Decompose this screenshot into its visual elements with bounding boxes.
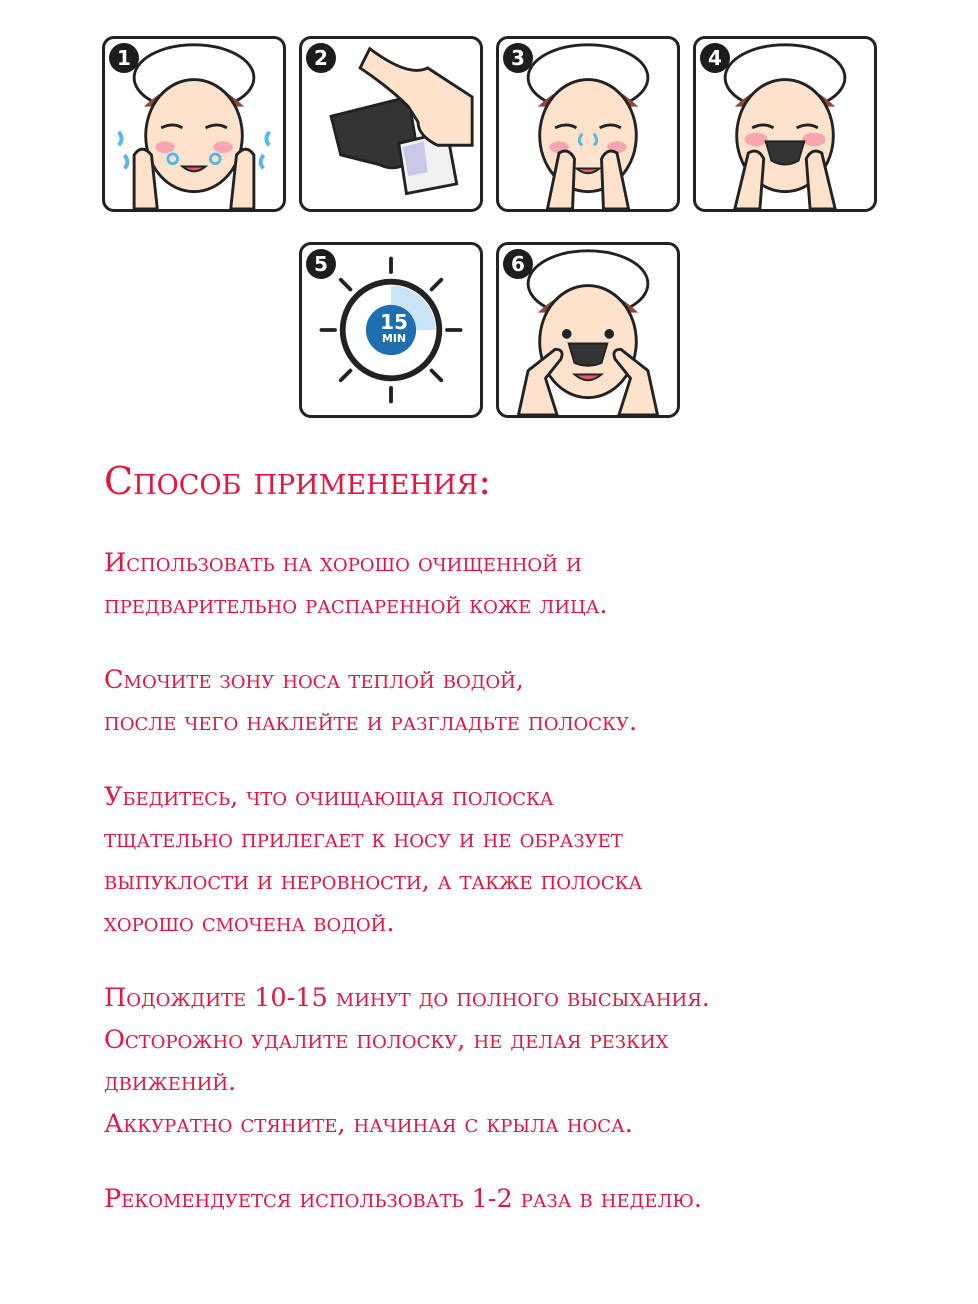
step-4-number: 4 bbox=[700, 43, 730, 73]
paragraph-1 bbox=[104, 542, 944, 626]
paragraph-5 bbox=[104, 1178, 944, 1220]
paragraph-line: предварительно распаренной коже лица. bbox=[104, 590, 608, 620]
step-2-number: 2 bbox=[306, 43, 336, 73]
paragraph-line: после чего наклейте и разгладьте полоску. bbox=[104, 707, 638, 737]
step-2-panel bbox=[299, 36, 483, 212]
paragraph-line: хорошо смочена водой. bbox=[104, 908, 395, 938]
step-1-panel bbox=[102, 36, 286, 212]
step-6-panel bbox=[496, 242, 680, 418]
timer-unit: MIN bbox=[381, 332, 407, 345]
step-5-panel bbox=[299, 242, 483, 418]
paragraph-3 bbox=[104, 776, 944, 944]
paragraph-line: тщательно прилегает к носу и не образует bbox=[104, 824, 623, 854]
paragraph-line: Использовать на хорошо очищенной и bbox=[104, 548, 582, 578]
step-3-number: 3 bbox=[503, 43, 533, 73]
instruction-steps bbox=[0, 0, 978, 440]
step-6-number: 6 bbox=[503, 249, 533, 279]
paragraph-line: движений. bbox=[104, 1067, 237, 1097]
paragraph-line: Рекомендуется использовать 1-2 раза в неделю. bbox=[104, 1184, 703, 1214]
paragraph-line: Подождите 10-15 минут до полного высыхания. bbox=[104, 983, 710, 1013]
step-4-panel bbox=[693, 36, 877, 212]
paragraph-line: Убедитесь, что очищающая полоска bbox=[104, 782, 554, 812]
step-5-number: 5 bbox=[306, 249, 336, 279]
step-1-number: 1 bbox=[109, 43, 139, 73]
paragraph-line: Аккуратно стяните, начиная с крыла носа. bbox=[104, 1109, 633, 1139]
paragraph-2 bbox=[104, 659, 944, 743]
paragraph-line: выпуклости и неровности, а также полоска bbox=[104, 866, 643, 896]
timer-value: 15 bbox=[380, 310, 408, 334]
paragraph-line: Смочите зону носа теплой водой, bbox=[104, 665, 524, 695]
instructions-heading: Способ применения: bbox=[104, 459, 492, 503]
instructions-text bbox=[104, 452, 944, 1253]
paragraph-line: Осторожно удалите полоску, не делая резких bbox=[104, 1025, 669, 1055]
paragraph-4 bbox=[104, 977, 944, 1145]
step-3-panel bbox=[496, 36, 680, 212]
